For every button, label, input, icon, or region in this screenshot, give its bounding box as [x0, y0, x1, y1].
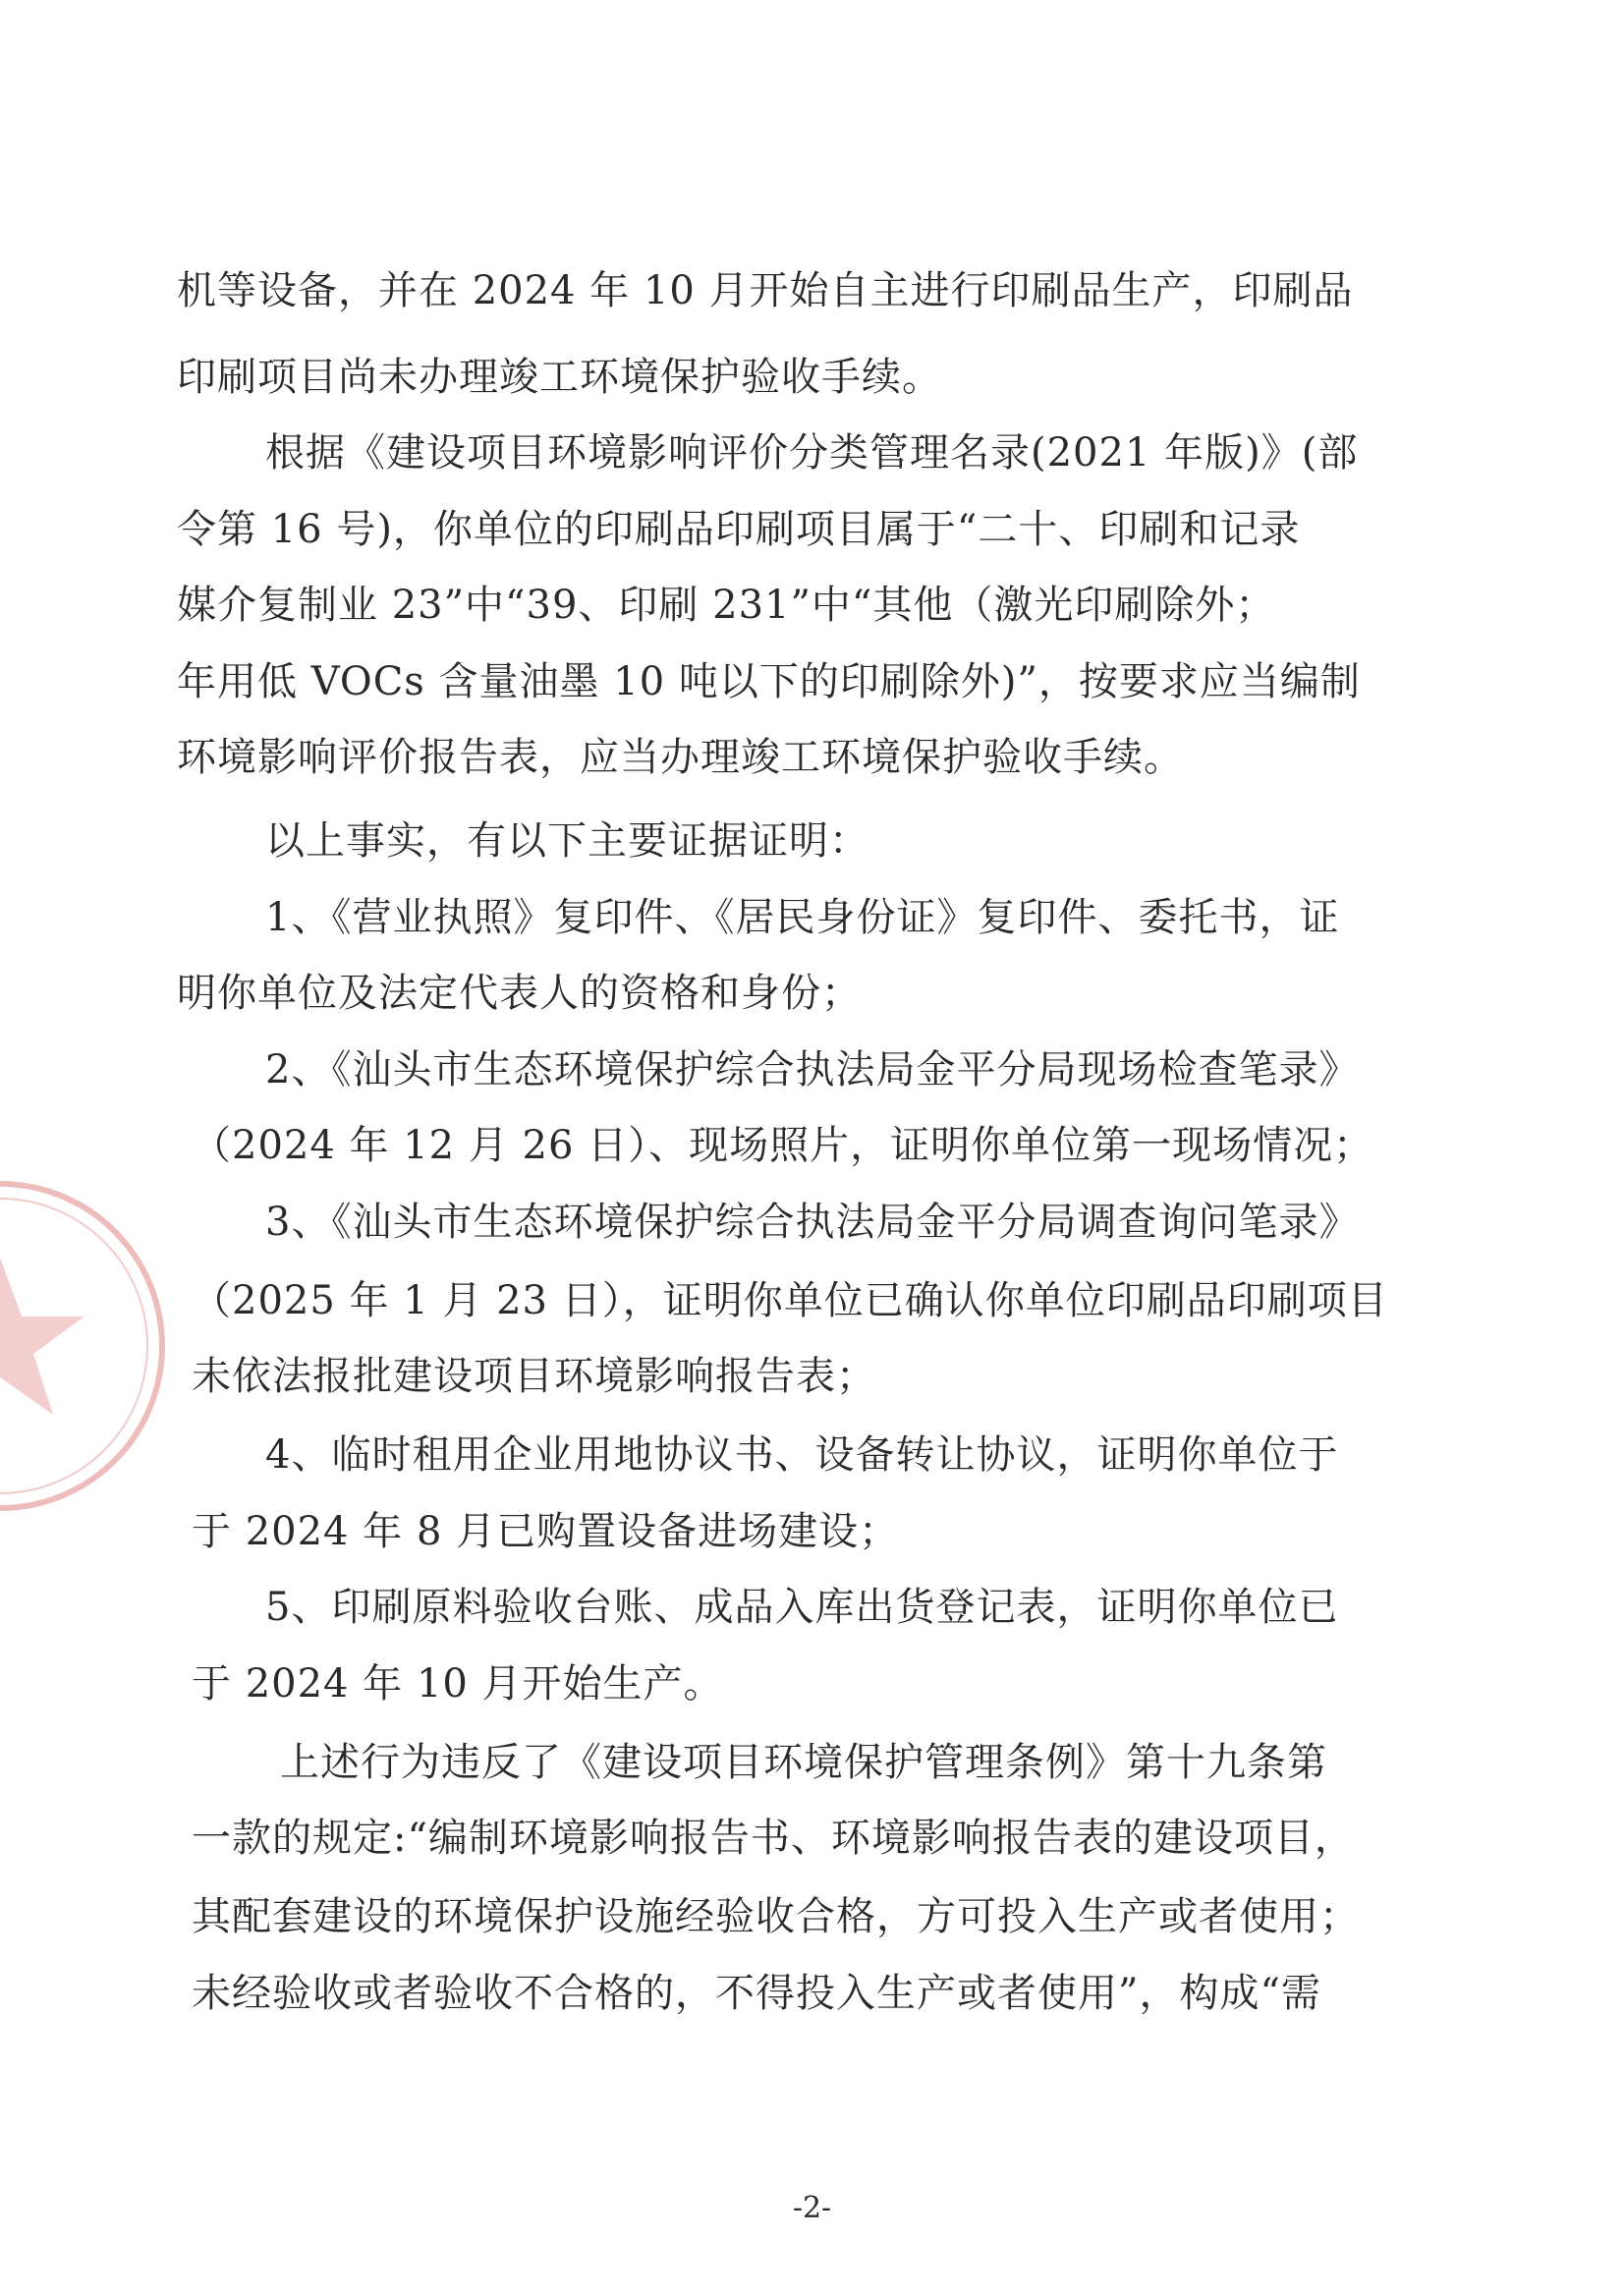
body-line: 印刷项目尚未办理竣工环境保护验收手续。	[177, 355, 942, 400]
body-line: 令第 16 号)，你单位的印刷品印刷项目属于“二十、印刷和记录	[177, 507, 1301, 552]
body-line: 未经验收或者验收不合格的，不得投入生产或者使用”，构成“需	[192, 1971, 1321, 2016]
official-seal-icon	[0, 1169, 177, 1523]
body-line: 1、《营业执照》复印件、《居民身份证》复印件、委托书，证	[265, 895, 1340, 940]
body-line: 3、《汕头市生态环境保护综合执法局金平分局调查询问笔录》	[265, 1200, 1360, 1245]
body-line: 于 2024 年 10 月开始生产。	[192, 1661, 724, 1707]
body-line: 上述行为违反了《建设项目环境保护管理条例》第十九条第	[280, 1740, 1327, 1785]
body-line: 4、临时租用企业用地协议书、设备转让协议，证明你单位于	[265, 1432, 1339, 1478]
body-line: 明你单位及法定代表人的资格和身份；	[177, 971, 862, 1016]
body-line: 5、印刷原料验收台账、成品入库出货登记表，证明你单位已	[265, 1585, 1339, 1630]
body-line: 其配套建设的环境保护设施经验收合格，方可投入生产或者使用；	[192, 1894, 1360, 1939]
body-line: 媒介复制业 23”中“39、印刷 231”中“其他（激光印刷除外；	[177, 583, 1276, 628]
body-line: （2025 年 1 月 23 日），证明你单位已确认你单位印刷品印刷项目	[192, 1278, 1388, 1323]
body-line: 于 2024 年 8 月已购置设备进场建设；	[192, 1509, 900, 1554]
body-line: 年用低 VOCs 含量油墨 10 吨以下的印刷除外)”，按要求应当编制	[177, 659, 1361, 704]
body-line: 根据《建设项目环境影响评价分类管理名录(2021 年版)》(部	[265, 430, 1359, 476]
body-line: 环境影响评价报告表，应当办理竣工环境保护验收手续。	[177, 735, 1184, 780]
body-line: 以上事实，有以下主要证据证明：	[265, 818, 869, 864]
body-line: 2、《汕头市生态环境保护综合执法局金平分局现场检查笔录》	[265, 1047, 1360, 1092]
body-line: 一款的规定:“编制环境影响报告书、环境影响报告表的建设项目，	[192, 1816, 1355, 1861]
page-number: -2-	[792, 2191, 832, 2225]
body-line: 机等设备，并在 2024 年 10 月开始自主进行印刷品生产，印刷品	[177, 268, 1354, 313]
body-line: （2024 年 12 月 26 日）、现场照片，证明你单位第一现场情况；	[192, 1123, 1374, 1168]
body-line: 未依法报批建设项目环境影响报告表；	[192, 1354, 876, 1399]
